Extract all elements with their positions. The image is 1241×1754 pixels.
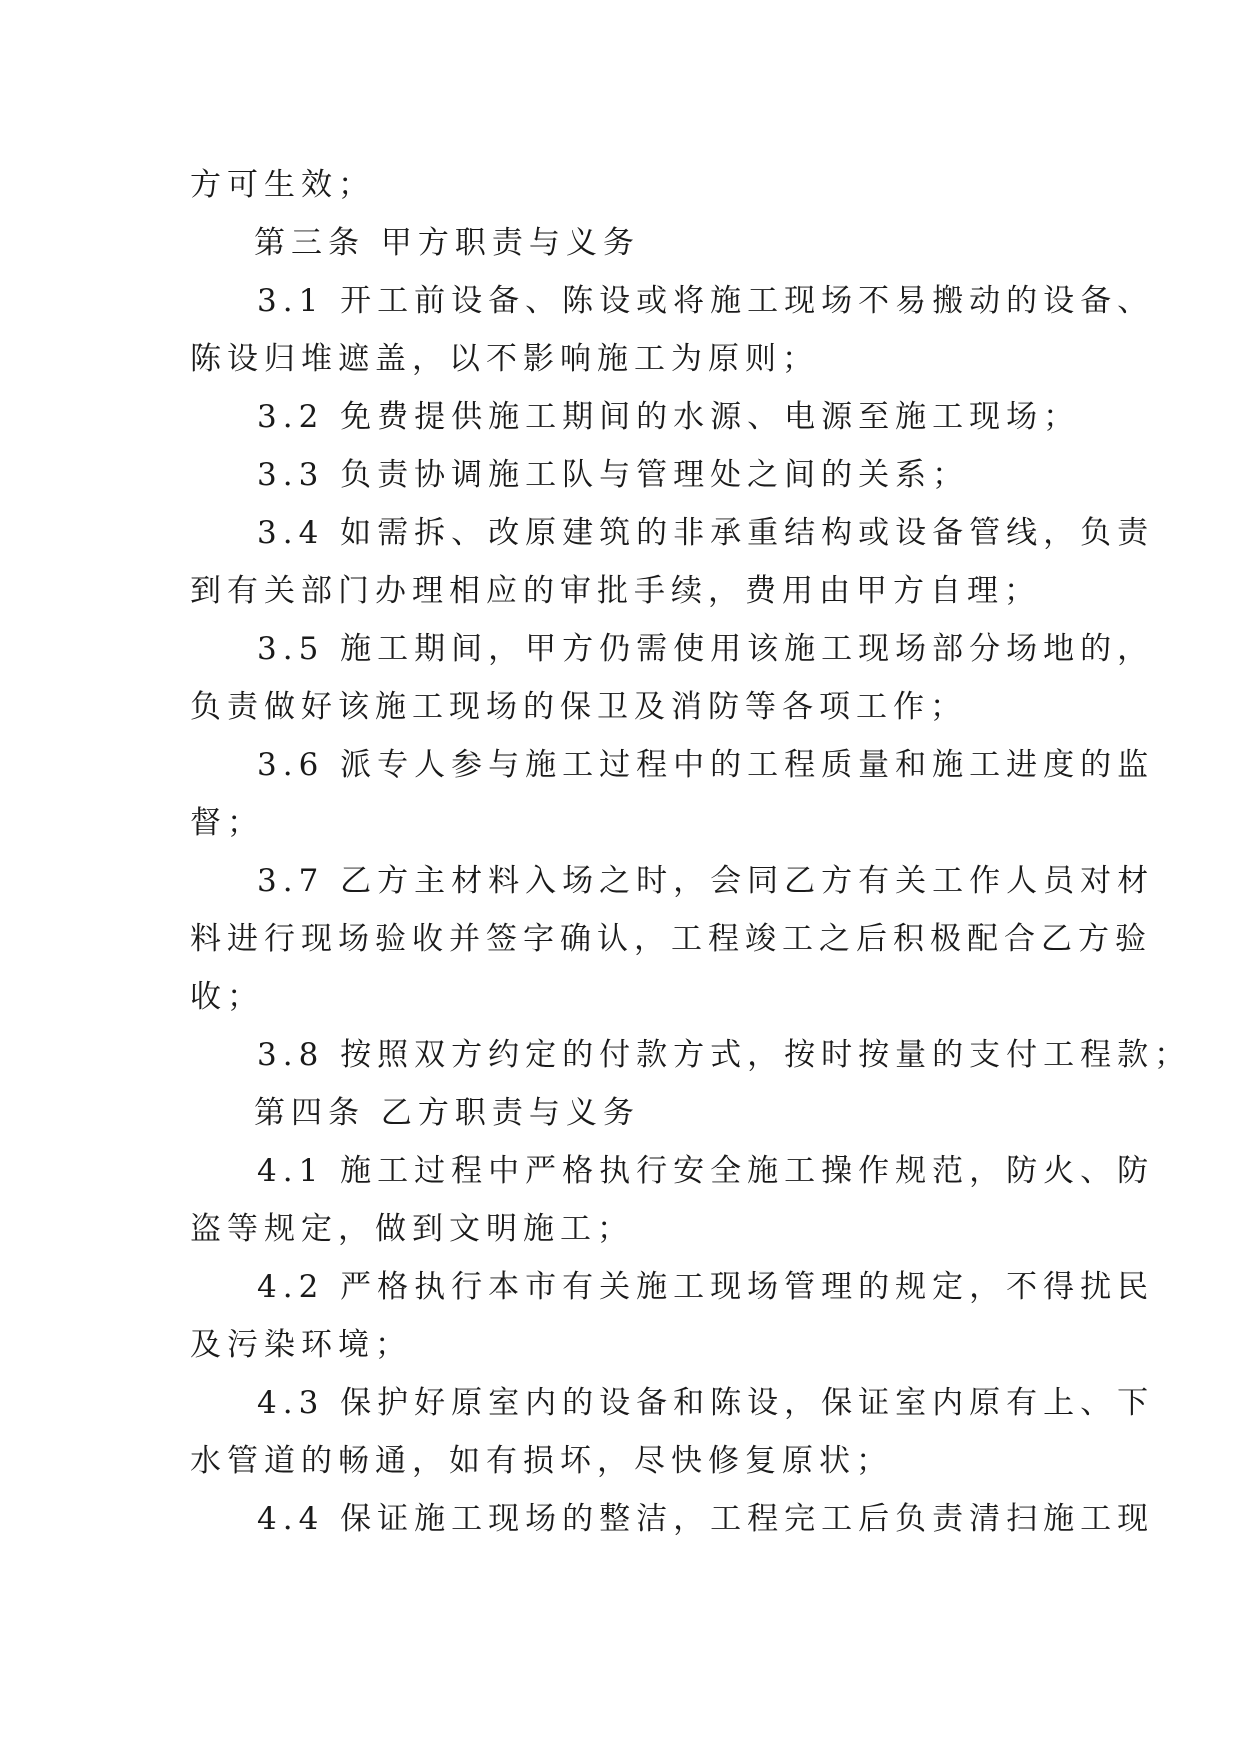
text-line: 到有关部门办理相应的审批手续，费用由甲方自理；	[190, 573, 1041, 609]
text-line: 方可生效；	[190, 167, 375, 203]
text-line: 督；	[190, 805, 264, 841]
text-line: 料进行现场验收并签字确认，工程竣工之后积极配合乙方验	[190, 921, 1152, 957]
text-line: 及污染环境；	[190, 1327, 412, 1363]
article-heading: 第三条 甲方职责与义务	[254, 225, 640, 261]
clause-line: 3.1 开工前设备、陈设或将施工现场不易搬动的设备、	[257, 283, 1155, 319]
clause-line: 3.4 如需拆、改原建筑的非承重结构或设备管线，负责	[257, 515, 1155, 551]
clause-line: 4.4 保证施工现场的整洁，工程完工后负责清扫施工现	[257, 1501, 1155, 1537]
clause-line: 4.1 施工过程中严格执行安全施工操作规范，防火、防	[257, 1153, 1155, 1189]
clause-line: 3.7 乙方主材料入场之时，会同乙方有关工作人员对材	[257, 863, 1155, 899]
text-line: 收；	[190, 979, 264, 1015]
clause-line: 4.2 严格执行本市有关施工现场管理的规定，不得扰民	[257, 1269, 1155, 1305]
clause-line: 3.6 派专人参与施工过程中的工程质量和施工进度的监	[257, 747, 1155, 783]
clause-line: 4.3 保护好原室内的设备和陈设，保证室内原有上、下	[257, 1385, 1155, 1421]
text-line: 陈设归堆遮盖，以不影响施工为原则；	[190, 341, 819, 377]
clause-line: 3.5 施工期间，甲方仍需使用该施工现场部分场地的，	[257, 631, 1155, 667]
clause-line: 3.3 负责协调施工队与管理处之间的关系；	[257, 457, 970, 493]
text-line: 水管道的畅通，如有损坏，尽快修复原状；	[190, 1443, 893, 1479]
text-line: 盗等规定，做到文明施工；	[190, 1211, 634, 1247]
clause-line: 3.2 免费提供施工期间的水源、电源至施工现场；	[257, 399, 1081, 435]
clause-line: 3.8 按照双方约定的付款方式，按时按量的支付工程款；	[257, 1037, 1192, 1073]
text-line: 负责做好该施工现场的保卫及消防等各项工作；	[190, 689, 967, 725]
article-heading: 第四条 乙方职责与义务	[254, 1095, 640, 1131]
